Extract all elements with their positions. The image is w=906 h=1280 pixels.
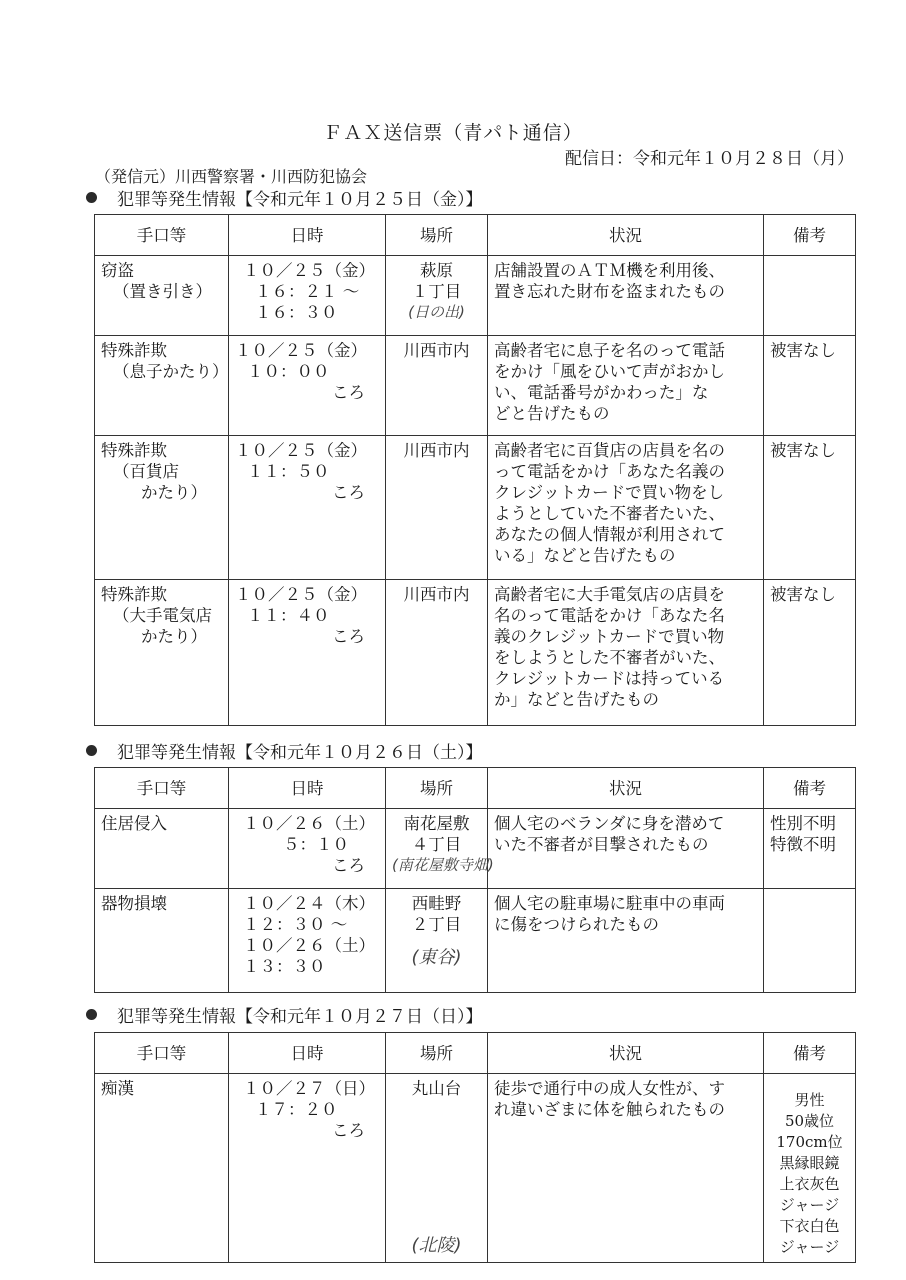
cell-note [764,256,856,336]
bullet-icon [86,745,97,756]
cell-text-line: クレジットカードで買い物をし [494,483,725,502]
cell-text-line: 義のクレジットカードで買い物 [494,627,725,646]
col-header-datetime: 日時 [229,215,386,256]
cell-text-line: をしようとした不審者がいた、 [494,648,725,667]
page-title: ＦＡＸ送信票（青パト通信） [323,122,583,144]
cell-text-line: １１：４０ [247,606,330,625]
handwritten-area: (日の出) [408,303,465,321]
section-heading-text: 犯罪等発生情報【令和元年１０月２７日（日）】 [117,1007,483,1027]
cell-text-line: 下衣白色 [779,1217,840,1235]
cell-text-line: １０／２５（金） [235,585,367,604]
bullet-icon [86,1009,97,1020]
cell-text-line: か」などと告げたもの [494,690,659,709]
cell-text-line: １３：３０ [243,957,326,976]
cell-text-line: どと告げたもの [494,404,610,423]
cell-text-line: １０／２５（金） [235,341,367,360]
cell-text-line: １６：２１ ～ [255,282,360,301]
cell-text-line: （大手電気店 [113,606,212,625]
cell-text-line: 男性 [794,1091,825,1109]
cell-method [95,809,229,889]
delivery-date: 配信日：令和元年１０月２８日（月） [565,149,854,169]
cell-text-line: 名のって電話をかけ「あなた名 [494,606,725,625]
cell-text-line: 上衣灰色 [779,1175,840,1193]
cell-note [764,580,856,726]
cell-text-line: １７：２０ [255,1100,338,1119]
cell-method [95,436,229,580]
cell-text-line: 性別不明 [770,814,836,833]
col-header-datetime: 日時 [229,768,386,809]
col-header-status: 状況 [488,215,764,256]
col-header-place: 場所 [386,768,488,809]
cell-text-line: いた不審者が目撃されたもの [494,835,709,854]
cell-text-line: ようとしていた不審者たいた、 [494,504,725,523]
cell-text-line: かたり） [141,483,207,502]
cell-status [488,336,764,436]
cell-status [488,580,764,726]
cell-text-line: 徒歩で通行中の成人女性が、す [494,1079,725,1098]
cell-text-line: 川西市内 [403,585,470,604]
cell-place [386,436,488,580]
cell-text-line: 特殊詐欺 [101,341,167,360]
cell-datetime [229,809,386,889]
cell-text-line: 特徴不明 [770,835,836,854]
col-header-place: 場所 [386,215,488,256]
col-header-method: 手口等 [95,1033,229,1074]
table-row [95,889,856,993]
cell-method [95,580,229,726]
cell-text-line: い、電話番号がかわった」な [494,383,709,402]
cell-text-line: 西畦野 [411,894,462,913]
handwritten-area: (北陵) [411,1235,462,1256]
cell-text-line: いる」などと告げたもの [494,546,676,565]
cell-text-line: １０／２７（日） [243,1079,375,1098]
cell-text-line: 高齢者宅に息子を名のって電話 [494,341,725,360]
cell-text-line: ４丁目 [411,835,462,854]
cell-text-line: 特殊詐欺 [101,585,167,604]
cell-place [386,580,488,726]
cell-text-line: （置き引き） [113,282,212,301]
cell-text-line: ５：１０ [283,835,349,854]
cell-text-line: 被害なし [770,441,836,460]
table-row [95,256,856,336]
col-header-note: 備考 [764,768,856,809]
cell-method [95,889,229,993]
col-header-datetime: 日時 [229,1033,386,1074]
table-row [95,436,856,580]
cell-status [488,889,764,993]
cell-text-line: １２：３０ ～ [243,915,348,934]
cell-text-line: かたり） [141,627,207,646]
cell-text-line: 被害なし [770,585,836,604]
cell-status [488,809,764,889]
cell-text-line: 50歳位 [784,1112,835,1130]
cell-text-line: に傷をつけられたもの [494,915,659,934]
cell-text-line: １０／２５（金） [243,261,375,280]
cell-method [95,256,229,336]
section-heading [86,738,483,763]
cell-text-line: ころ [332,383,365,402]
cell-text-line: （息子かたり） [113,362,229,381]
cell-status [488,256,764,336]
table-row [95,580,856,726]
col-header-method: 手口等 [95,768,229,809]
col-header-note: 備考 [764,215,856,256]
cell-datetime [229,256,386,336]
cell-text-line: １６：３０ [255,303,338,322]
cell-place [386,256,488,336]
cell-datetime [229,436,386,580]
cell-note [764,436,856,580]
incident-table [94,214,856,726]
table-header-row [95,215,856,256]
cell-text-line: 南花屋敷 [403,814,470,833]
cell-text-line: 170cm位 [776,1133,843,1151]
cell-text-line: 個人宅のベランダに身を潜めて [494,814,725,833]
place-text: 丸山台 [411,1079,462,1098]
cell-text-line: 川西市内 [403,341,470,360]
col-header-note: 備考 [764,1033,856,1074]
cell-text-line: ジャージ [779,1238,840,1256]
handwritten-area: (南花屋敷寺畑) [392,856,494,874]
cell-datetime [229,336,386,436]
cell-text-line: １０／２４（木） [243,894,375,913]
cell-text-line: １０：００ [247,362,330,381]
cell-text-line: ころ [332,856,365,875]
cell-datetime [229,889,386,993]
cell-text-line: １１：５０ [247,462,330,481]
handwritten-area: (東谷) [411,947,462,968]
cell-text-line: をかけ「風をひいて声がおかし [494,362,725,381]
cell-place [386,1074,488,1263]
cell-datetime [229,580,386,726]
cell-text-line: クレジットカードは持っている [494,669,725,688]
cell-text-line: 個人宅の駐車場に駐車中の車両 [494,894,725,913]
cell-text-line: 特殊詐欺 [101,441,167,460]
table-row [95,336,856,436]
cell-text-line: １丁目 [411,282,462,301]
col-header-place: 場所 [386,1033,488,1074]
cell-text-line: 住居侵入 [101,814,167,833]
cell-text-line: ころ [332,1121,365,1140]
cell-text-line: 窃盗 [101,261,134,280]
cell-text-line: （百貨店 [113,462,179,481]
col-header-method: 手口等 [95,215,229,256]
cell-text-line: 高齢者宅に百貨店の店員を名の [494,441,725,460]
cell-text-line: 高齢者宅に大手電気店の店員を [494,585,725,604]
cell-text-line: 被害なし [770,341,836,360]
col-header-status: 状況 [488,1033,764,1074]
cell-note [764,1074,856,1263]
cell-datetime [229,1074,386,1263]
cell-status [488,436,764,580]
cell-method [95,1074,229,1263]
cell-text-line: ころ [332,483,365,502]
cell-text-line: １０／２６（土） [243,814,375,833]
cell-text-line: って電話をかけ「あなた名義の [494,462,725,481]
cell-status [488,1074,764,1263]
incident-table [94,767,856,993]
table-header-row [95,768,856,809]
cell-text-line: １０／２５（金） [235,441,367,460]
cell-note [764,889,856,993]
bullet-icon [86,192,97,203]
section-heading-text: 犯罪等発生情報【令和元年１０月２６日（土）】 [117,743,483,763]
cell-note [764,336,856,436]
table-row [95,809,856,889]
sender: （発信元）川西警察署・川西防犯協会 [95,167,368,186]
cell-method [95,336,229,436]
table-header-row [95,1033,856,1074]
cell-text-line: あなたの個人情報が利用されて [494,525,725,544]
cell-place [386,889,488,993]
section-heading-text: 犯罪等発生情報【令和元年１０月２５日（金）】 [117,190,483,210]
col-header-status: 状況 [488,768,764,809]
cell-text-line: ２丁目 [411,915,462,934]
incident-table [94,1032,856,1263]
cell-text-line: 置き忘れた財布を盗まれたもの [494,282,725,301]
cell-text-line: 萩原 [420,261,453,280]
cell-text-line: 川西市内 [403,441,470,460]
cell-text-line: 痴漢 [101,1079,134,1098]
cell-text-line: 黒縁眼鏡 [779,1154,840,1172]
section-heading [86,1002,483,1027]
cell-text-line: ジャージ [779,1196,840,1214]
cell-text-line: １０／２６（土） [243,936,375,955]
cell-place [386,809,494,889]
section-heading [86,185,483,210]
table-row [95,1074,856,1263]
cell-text-line: 器物損壊 [101,894,167,913]
cell-place [386,336,488,436]
cell-text-line: れ違いざまに体を触られたもの [494,1100,725,1119]
cell-note [764,809,856,889]
cell-text-line: 店舗設置のＡＴＭ機を利用後、 [494,261,725,280]
cell-text-line: ころ [332,627,365,646]
